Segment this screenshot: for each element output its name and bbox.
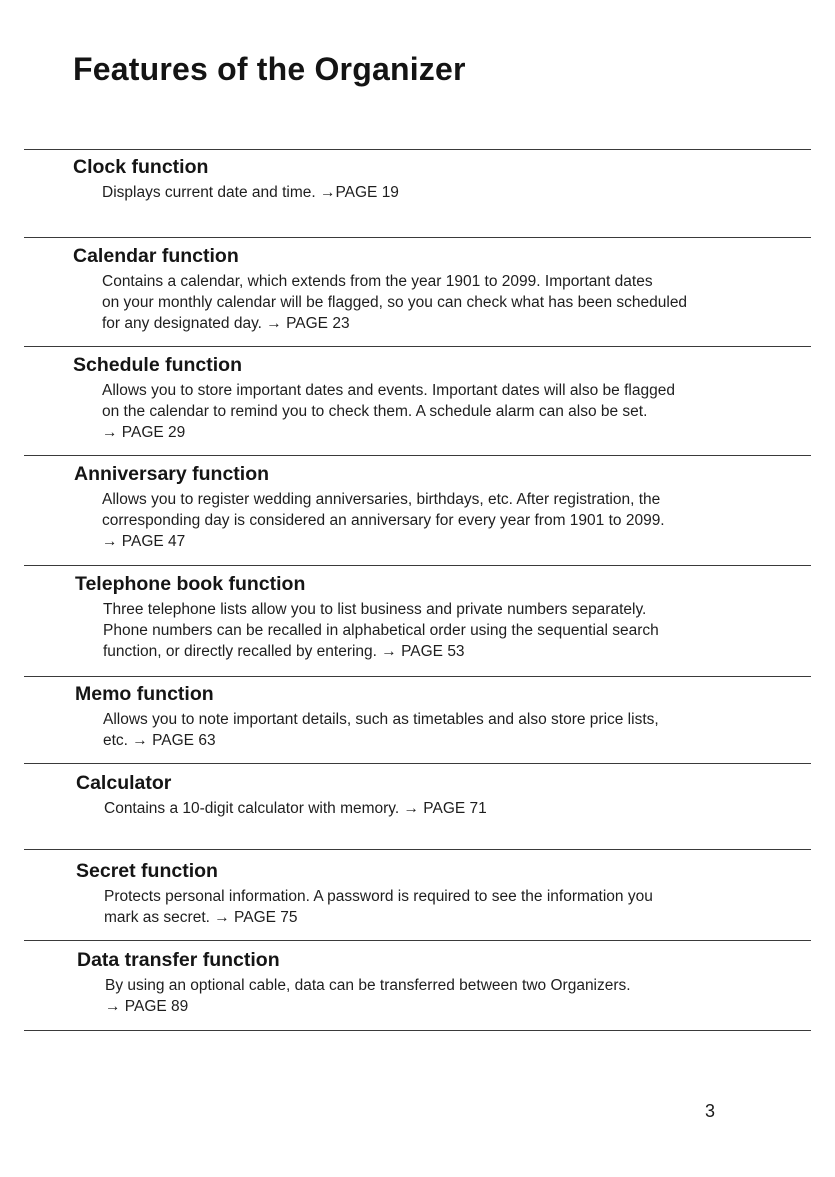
- feature-description: Allows you to register wedding anniversaries, birthdays, etc. After registration, the corresponding day is considered an anniversary for every year from 1901 to 2099. → PAGE 47: [102, 491, 665, 550]
- section-divider: [24, 455, 811, 456]
- feature-description: Allows you to store important dates and events. Important dates will also be flagged on the calendar to remind you to check them. A schedule alarm can also be set. → PAGE 29: [102, 382, 675, 441]
- section-divider: [24, 346, 811, 347]
- feature-description: Protects personal information. A password is required to see the information you mark as secret. → PAGE 75: [104, 888, 653, 926]
- page-title: Features of the Organizer: [73, 51, 466, 87]
- section-divider: [24, 940, 811, 941]
- feature-description: By using an optional cable, data can be transferred between two Organizers. → PAGE 89: [105, 977, 631, 1015]
- feature-description: Allows you to note important details, such as timetables and also store price lists, etc. → PAGE 63: [103, 711, 659, 749]
- section-divider: [24, 849, 811, 850]
- page-number: 3: [705, 1101, 716, 1121]
- feature-heading: Calculator: [76, 772, 172, 794]
- feature-heading: Secret function: [76, 860, 218, 882]
- feature-heading: Anniversary function: [74, 463, 270, 485]
- section-divider: [24, 676, 811, 677]
- feature-heading: Data transfer function: [77, 949, 280, 971]
- section-divider: [24, 1030, 811, 1031]
- section-divider: [24, 565, 811, 566]
- feature-heading: Telephone book function: [75, 573, 306, 595]
- feature-heading: Clock function: [73, 156, 209, 178]
- feature-heading: Memo function: [75, 683, 214, 705]
- section-divider: [24, 763, 811, 764]
- section-divider: [24, 149, 811, 150]
- feature-description: Three telephone lists allow you to list business and private numbers separately. Phone numbers can be recalled in alphabetical order using the sequential search function, or directly recalled by entering. → PAGE 53: [103, 601, 659, 660]
- section-divider: [24, 237, 811, 238]
- feature-description: Contains a 10-digit calculator with memory. → PAGE 71: [104, 800, 487, 817]
- feature-heading: Calendar function: [73, 245, 239, 267]
- feature-description: Contains a calendar, which extends from the year 1901 to 2099. Important dates on your monthly calendar will be flagged, so you can check what has been scheduled for any designated day. → PAGE 23: [102, 273, 688, 332]
- feature-description: Displays current date and time. →PAGE 19: [102, 184, 399, 201]
- feature-heading: Schedule function: [73, 354, 243, 376]
